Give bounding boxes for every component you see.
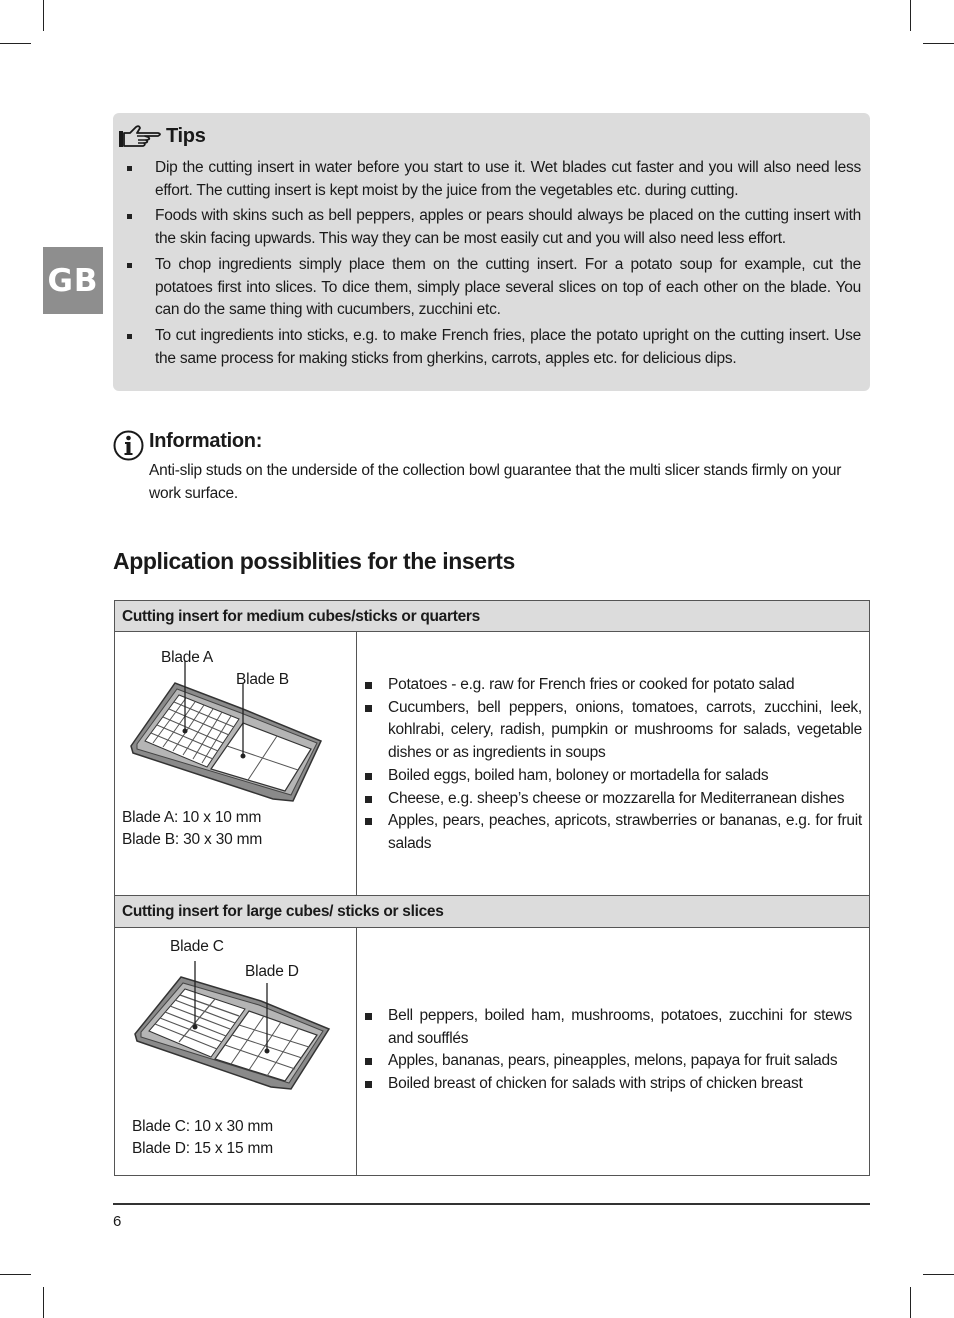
blade-spec: Blade D: 15 x 15 mm	[132, 1140, 273, 1157]
crop-mark	[0, 1274, 31, 1275]
bullet-icon	[127, 214, 132, 219]
blade-spec: Blade A: 10 x 10 mm	[122, 809, 262, 826]
bullet-icon	[365, 1013, 372, 1020]
information-title: Information:	[149, 430, 263, 452]
table-row-header: Cutting insert for medium cubes/sticks or quarters	[115, 601, 869, 632]
list-item: Apples, pears, peaches, apricots, strawberries or bananas, e.g. for fruit salads	[362, 810, 862, 855]
table-row-header: Cutting insert for large cubes/ sticks or slices	[115, 895, 869, 928]
bullet-icon	[127, 334, 132, 339]
crop-mark	[923, 43, 954, 44]
list-item: Cheese, e.g. sheep’s cheese or mozzarella for Mediterranean dishes	[362, 788, 862, 811]
uses-list	[362, 674, 862, 856]
page-number: 6	[113, 1213, 122, 1230]
crop-mark	[910, 0, 911, 31]
list-item: Apples, bananas, pears, pineapples, melons, papaya for fruit salads	[362, 1050, 852, 1073]
blade-label: Blade D	[245, 963, 299, 980]
column-divider	[356, 928, 357, 1175]
blade-label: Blade A	[161, 649, 214, 666]
list-item: Cucumbers, bell peppers, onions, tomatoes, carrots, zucchini, leek, kohlrabi, celery, radish, pumpkin or mushrooms for salads, vegetable dishes or as ingredients in soups	[362, 697, 862, 765]
tips-title: Tips	[166, 124, 206, 147]
language-tab: GB	[43, 247, 103, 314]
bullet-icon	[365, 682, 372, 689]
bullet-icon	[127, 263, 132, 268]
bullet-icon	[365, 773, 372, 780]
tip-item: To cut ingredients into sticks, e.g. to make French fries, place the potato upright on the cutting insert. Use the same process for making sticks from gherkins, carrots, apples etc. for delicious dips.	[113, 325, 870, 370]
tips-header	[118, 123, 206, 149]
blade-label: Blade C	[170, 938, 224, 955]
blade-label: Blade B	[236, 671, 289, 688]
cutting-insert-large-illustration	[131, 939, 341, 1109]
section-title: Application possiblities for the inserts	[113, 548, 515, 574]
tip-item: Dip the cutting insert in water before you start to use it. Wet blades cut faster and you will also need less effort. The cutting insert is kept moist by the juice from the vegetables etc. during cutting.	[113, 157, 870, 202]
list-item: Boiled eggs, boiled ham, boloney or mortadella for salads	[362, 765, 862, 788]
info-icon	[113, 430, 144, 461]
blade-spec: Blade B: 30 x 30 mm	[122, 831, 263, 848]
bullet-icon	[365, 705, 372, 712]
column-divider	[356, 632, 357, 895]
blade-spec: Blade C: 10 x 30 mm	[132, 1118, 273, 1135]
list-item: Bell peppers, boiled ham, mushrooms, potatoes, zucchini for stews and soufflés	[362, 1005, 852, 1050]
crop-mark	[923, 1274, 954, 1275]
list-item: Boiled breast of chicken for salads with strips of chicken breast	[362, 1073, 852, 1096]
crop-mark	[0, 43, 31, 44]
uses-list	[362, 1005, 852, 1096]
bullet-icon	[365, 796, 372, 803]
bullet-icon	[127, 166, 132, 171]
bullet-icon	[365, 818, 372, 825]
crop-mark	[43, 0, 44, 31]
cutting-insert-medium-illustration	[123, 641, 333, 811]
tip-item: To chop ingredients simply place them on the cutting insert. For a potato soup for example, cut the potatoes first into slices. To dice them, simply place several slices on top of each other on the blade. You can do the same thing with cucumbers, zucchini etc.	[113, 254, 870, 322]
information-text: Anti-slip studs on the underside of the collection bowl guarantee that the multi slicer stands firmly on your work surface.	[149, 462, 842, 502]
crop-mark	[910, 1287, 911, 1318]
bullet-icon	[365, 1081, 372, 1088]
bullet-icon	[365, 1058, 372, 1065]
list-item: Potatoes - e.g. raw for French fries or cooked for potato salad	[362, 674, 862, 697]
tips-box	[113, 113, 870, 391]
crop-mark	[43, 1287, 44, 1318]
footer-rule	[113, 1203, 870, 1205]
tip-item: Foods with skins such as bell peppers, apples or pears should always be placed on the cutting insert with the skin facing upwards. This way they can be most easily cut and you will also need less effort.	[113, 205, 870, 250]
pointing-hand-icon	[118, 123, 164, 149]
inserts-table	[114, 600, 870, 1176]
tips-list	[113, 157, 870, 373]
